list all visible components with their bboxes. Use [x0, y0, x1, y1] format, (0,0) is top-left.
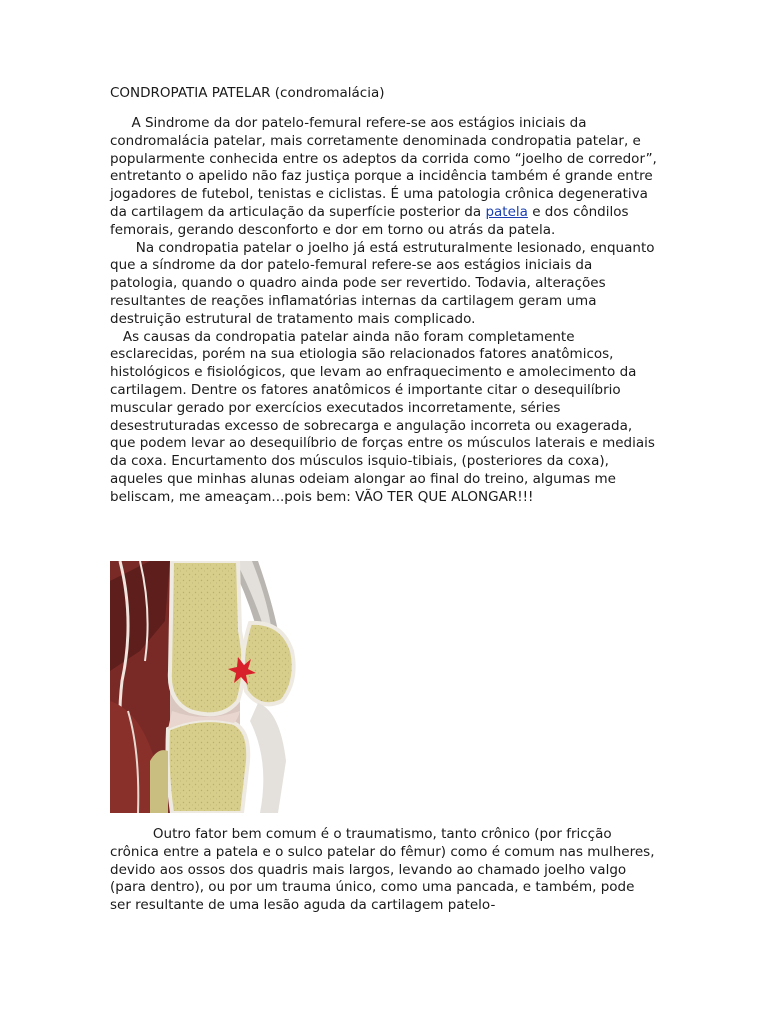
continuation-text-block: [110, 826, 658, 915]
paragraph-1-text-end: e dos côndilos femorais, gerando desconforto e dor em torno ou atrás da patela.: [110, 203, 629, 238]
intro-text-block: [110, 115, 658, 507]
paragraph-1: [110, 115, 658, 240]
paragraph-4: Outro fator bem comum é o traumatismo, tanto crônico (por fricção crônica entre a patela e o sulco patelar do fêmur) como é comum nas mulheres, devido aos ossos dos quadris mais largos, levando ao chamado joelho valgo (para dentro), ou por um trauma único, como uma pancada, e também, pode ser resultante de uma lesão aguda da cartilagem patelo-: [110, 826, 655, 914]
knee-illustration-svg: [110, 561, 296, 813]
paragraph-3: As causas da condropatia patelar ainda não foram completamente esclarecidas, porém na sua etiologia são relacionados fatores anatômicos, histológicos e fisiológicos, que levam ao enfraquecimento e amolecimento da cartilagem. Dentre os fatores anatômicos é importante citar o desequilíbrio muscular gerado por exercícios executados incorretamente, séries desestruturadas excesso de sobrecarga e angulação incorreta ou exagerada, que podem levar ao desequilíbrio de forças entre os músculos laterais e mediais da coxa. Encurtamento dos músculos isquio-tibiais, (posteriores da coxa), aqueles que minhas alunas odeiam alongar ao final do treino, algumas me beliscam, me ameaçam...pois bem: VÃO TER QUE ALONGAR!!!: [110, 328, 655, 505]
page-title: CONDROPATIA PATELAR (condromalácia): [110, 85, 385, 101]
paragraph-1-text: A Sindrome da dor patelo-femural refere-se aos estágios iniciais da condromalácia patelar, mais corretamente denominada condropatia patelar, e popularmente conhecida entre os adeptos da corrida como “joelho de corredor”, entretanto o apelido não faz justiça porque a incidência também é grande entre jogadores de futebol, tenistas e ciclistas. É uma patologia crônica degenerativa da cartilagem da articulação da superfície posterior da: [110, 115, 657, 220]
paragraph-2: Na condropatia patelar o joelho já está estruturalmente lesionado, enquanto que a síndrome da dor patelo-femural refere-se aos estágios iniciais da patologia, quando o quadro ainda pode ser revertido. Todavia, alterações resultantes de reações inflamatórias internas da cartilagem geram uma destruição estrutural de tratamento mais complicado.: [110, 239, 655, 327]
patela-link[interactable]: patela: [485, 203, 528, 220]
knee-joint-illustration: [110, 561, 296, 813]
